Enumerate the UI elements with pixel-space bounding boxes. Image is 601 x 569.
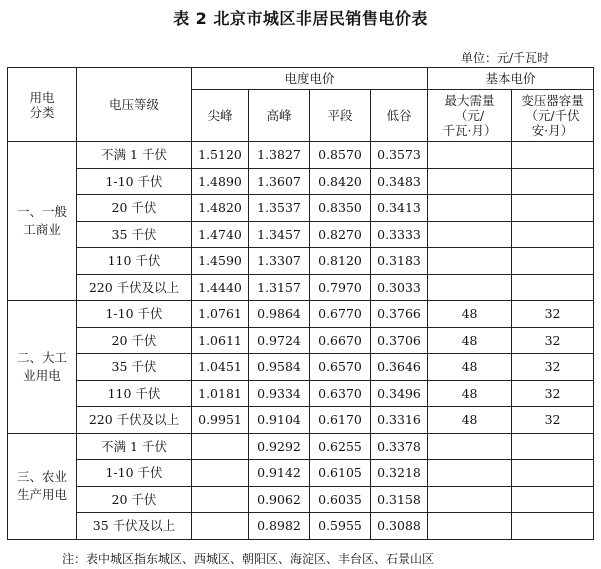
valley-cell: 0.3496 xyxy=(371,380,428,407)
peak-cell: 1.3827 xyxy=(249,142,310,169)
table-row xyxy=(8,248,594,275)
flat-cell: 0.6770 xyxy=(310,301,371,328)
valley-cell: 0.3218 xyxy=(371,460,428,487)
flat-cell: 0.6570 xyxy=(310,354,371,381)
flat-cell: 0.7970 xyxy=(310,274,371,301)
sharp-cell: 1.4440 xyxy=(192,274,249,301)
flat-cell: 0.8420 xyxy=(310,168,371,195)
flat-cell: 0.8270 xyxy=(310,221,371,248)
capacity-cell xyxy=(512,221,594,248)
valley-cell: 0.3333 xyxy=(371,221,428,248)
demand-cell xyxy=(428,221,512,248)
peak-cell: 0.8982 xyxy=(249,513,310,540)
header-transformer-capacity: 变压器容量 （元/千伏 安·月） xyxy=(512,90,594,142)
footnote: 注：表中城区指东城区、西城区、朝阳区、海淀区、丰台区、石景山区 xyxy=(62,552,435,566)
sharp-cell: 1.4890 xyxy=(192,168,249,195)
peak-cell: 1.3157 xyxy=(249,274,310,301)
capacity-cell xyxy=(512,486,594,513)
header-row-1 xyxy=(8,68,594,90)
header-flat: 平段 xyxy=(310,90,371,142)
table-row xyxy=(8,433,594,460)
unit-label: 单位：元/千瓦时 xyxy=(460,51,549,65)
capacity-cell: 32 xyxy=(512,301,594,328)
peak-cell: 0.9864 xyxy=(249,301,310,328)
peak-cell: 1.3307 xyxy=(249,248,310,275)
peak-cell: 1.3457 xyxy=(249,221,310,248)
voltage-cell: 20 千伏 xyxy=(77,195,192,222)
sharp-cell: 1.0761 xyxy=(192,301,249,328)
peak-cell: 1.3537 xyxy=(249,195,310,222)
sharp-cell: 1.5120 xyxy=(192,142,249,169)
header-category: 用电 分类 xyxy=(8,68,77,142)
demand-cell xyxy=(428,460,512,487)
table-row xyxy=(8,354,594,381)
table-row xyxy=(8,301,594,328)
valley-cell: 0.3766 xyxy=(371,301,428,328)
voltage-cell: 35 千伏 xyxy=(77,221,192,248)
valley-cell: 0.3706 xyxy=(371,327,428,354)
capacity-cell: 32 xyxy=(512,407,594,434)
capacity-cell xyxy=(512,195,594,222)
peak-cell: 0.9292 xyxy=(249,433,310,460)
capacity-cell xyxy=(512,460,594,487)
peak-cell: 1.3607 xyxy=(249,168,310,195)
valley-cell: 0.3378 xyxy=(371,433,428,460)
capacity-cell: 32 xyxy=(512,327,594,354)
flat-cell: 0.6255 xyxy=(310,433,371,460)
voltage-cell: 1-10 千伏 xyxy=(77,301,192,328)
voltage-cell: 20 千伏 xyxy=(77,327,192,354)
sharp-cell xyxy=(192,486,249,513)
page-title: 表 2 北京市城区非居民销售电价表 xyxy=(173,9,428,28)
voltage-cell: 110 千伏 xyxy=(77,380,192,407)
header-max-demand: 最大需量 （元/ 千瓦·月） xyxy=(428,90,512,142)
peak-cell: 0.9062 xyxy=(249,486,310,513)
table-row xyxy=(8,513,594,540)
header-valley: 低谷 xyxy=(371,90,428,142)
header-voltage: 电压等级 xyxy=(77,68,192,142)
valley-cell: 0.3158 xyxy=(371,486,428,513)
peak-cell: 0.9142 xyxy=(249,460,310,487)
peak-cell: 0.9334 xyxy=(249,380,310,407)
sharp-cell xyxy=(192,460,249,487)
demand-cell: 48 xyxy=(428,301,512,328)
table-row xyxy=(8,460,594,487)
demand-cell xyxy=(428,168,512,195)
flat-cell: 0.5955 xyxy=(310,513,371,540)
voltage-cell: 220 千伏及以上 xyxy=(77,407,192,434)
sharp-cell: 0.9951 xyxy=(192,407,249,434)
valley-cell: 0.3483 xyxy=(371,168,428,195)
sharp-cell: 1.4590 xyxy=(192,248,249,275)
demand-cell: 48 xyxy=(428,354,512,381)
valley-cell: 0.3413 xyxy=(371,195,428,222)
flat-cell: 0.6170 xyxy=(310,407,371,434)
sharp-cell: 1.0181 xyxy=(192,380,249,407)
flat-cell: 0.8570 xyxy=(310,142,371,169)
flat-cell: 0.6035 xyxy=(310,486,371,513)
voltage-cell: 不满 1 千伏 xyxy=(77,142,192,169)
table-row xyxy=(8,327,594,354)
table-row xyxy=(8,274,594,301)
valley-cell: 0.3183 xyxy=(371,248,428,275)
voltage-cell: 不满 1 千伏 xyxy=(77,433,192,460)
peak-cell: 0.9104 xyxy=(249,407,310,434)
demand-cell: 48 xyxy=(428,327,512,354)
table-row xyxy=(8,380,594,407)
voltage-cell: 1-10 千伏 xyxy=(77,460,192,487)
demand-cell xyxy=(428,195,512,222)
voltage-cell: 110 千伏 xyxy=(77,248,192,275)
flat-cell: 0.6105 xyxy=(310,460,371,487)
demand-cell: 48 xyxy=(428,380,512,407)
demand-cell xyxy=(428,248,512,275)
capacity-cell: 32 xyxy=(512,380,594,407)
capacity-cell xyxy=(512,274,594,301)
category-cell: 三、农业 生产用电 xyxy=(8,433,77,539)
sharp-cell xyxy=(192,513,249,540)
valley-cell: 0.3033 xyxy=(371,274,428,301)
table-row xyxy=(8,168,594,195)
table-row xyxy=(8,142,594,169)
category-cell: 二、大工 业用电 xyxy=(8,301,77,434)
capacity-cell xyxy=(512,248,594,275)
flat-cell: 0.8350 xyxy=(310,195,371,222)
table-row xyxy=(8,221,594,248)
flat-cell: 0.6370 xyxy=(310,380,371,407)
flat-cell: 0.8120 xyxy=(310,248,371,275)
voltage-cell: 35 千伏及以上 xyxy=(77,513,192,540)
demand-cell: 48 xyxy=(428,407,512,434)
table-row xyxy=(8,486,594,513)
table-body xyxy=(8,142,594,540)
capacity-cell xyxy=(512,168,594,195)
demand-cell xyxy=(428,433,512,460)
voltage-cell: 20 千伏 xyxy=(77,486,192,513)
demand-cell xyxy=(428,513,512,540)
header-energy-price: 电度电价 xyxy=(192,68,428,90)
sharp-cell xyxy=(192,433,249,460)
sharp-cell: 1.4740 xyxy=(192,221,249,248)
valley-cell: 0.3573 xyxy=(371,142,428,169)
peak-cell: 0.9724 xyxy=(249,327,310,354)
capacity-cell xyxy=(512,433,594,460)
header-sharp-peak: 尖峰 xyxy=(192,90,249,142)
header-basic-price: 基本电价 xyxy=(428,68,594,90)
table-row xyxy=(8,195,594,222)
capacity-cell: 32 xyxy=(512,354,594,381)
peak-cell: 0.9584 xyxy=(249,354,310,381)
flat-cell: 0.6670 xyxy=(310,327,371,354)
voltage-cell: 35 千伏 xyxy=(77,354,192,381)
capacity-cell xyxy=(512,513,594,540)
sharp-cell: 1.4820 xyxy=(192,195,249,222)
valley-cell: 0.3646 xyxy=(371,354,428,381)
table-row xyxy=(8,407,594,434)
capacity-cell xyxy=(512,142,594,169)
valley-cell: 0.3088 xyxy=(371,513,428,540)
voltage-cell: 220 千伏及以上 xyxy=(77,274,192,301)
valley-cell: 0.3316 xyxy=(371,407,428,434)
demand-cell xyxy=(428,274,512,301)
header-peak: 高峰 xyxy=(249,90,310,142)
tariff-table xyxy=(7,67,594,540)
demand-cell xyxy=(428,486,512,513)
sharp-cell: 1.0611 xyxy=(192,327,249,354)
category-cell: 一、一般 工商业 xyxy=(8,142,77,301)
sharp-cell: 1.0451 xyxy=(192,354,249,381)
voltage-cell: 1-10 千伏 xyxy=(77,168,192,195)
demand-cell xyxy=(428,142,512,169)
